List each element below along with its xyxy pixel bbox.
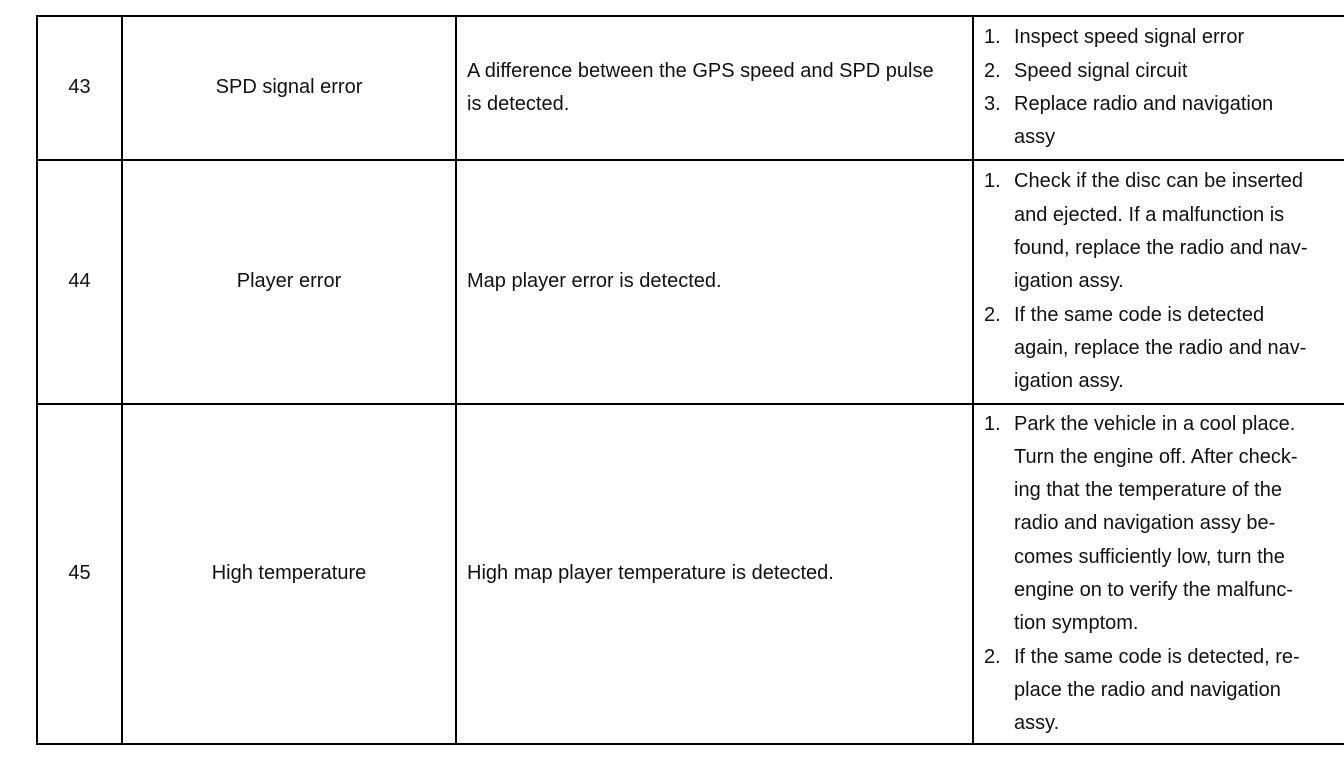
table-row [37, 160, 1344, 404]
list-item: 1. Inspect speed signal error [984, 26, 1245, 49]
trouble-area-list [984, 408, 1344, 741]
dtc-table [36, 15, 1344, 745]
table-row [37, 16, 1344, 160]
trouble-area-list [984, 21, 1344, 154]
list-item: 2. Speed signal circuit [984, 59, 1188, 82]
list-item: 1. Park the vehicle in a cool place. Turn the engine off. After check- ing that the temperature of the radio and navigation assy be- comes sufficiently low, turn the engine on to verify the malfunc- tion symptom. [984, 412, 1298, 635]
trouble-area-cell [973, 16, 1344, 160]
trouble-area-cell [973, 404, 1344, 744]
detection-condition-cell [456, 16, 973, 160]
dtc-code-cell: 44 [37, 160, 122, 404]
trouble-area-cell [973, 160, 1344, 404]
list-item: 1. Check if the disc can be inserted and ejected. If a malfunction is found, replace the radio and nav- igation assy. [984, 170, 1308, 293]
detection-item-cell: High temperature [122, 404, 456, 744]
detection-condition-cell [456, 404, 973, 744]
list-item: 3. Replace radio and navigation assy [984, 93, 1274, 149]
detection-condition-cell [456, 160, 973, 404]
detection-item-cell: SPD signal error [122, 16, 456, 160]
dtc-code-cell: 43 [37, 16, 122, 160]
list-item: 2. If the same code is detected again, replace the radio and nav- igation assy. [984, 303, 1307, 393]
table-row [37, 404, 1344, 744]
detection-condition-text: A difference between the GPS speed and SPD pulse is detected. [467, 59, 934, 115]
list-item: 2. If the same code is detected, re- place the radio and navigation assy. [984, 645, 1300, 735]
detection-item-cell: Player error [122, 160, 456, 404]
trouble-area-list [984, 165, 1344, 398]
detection-condition-text: Map player error is detected. [467, 270, 722, 293]
detection-condition-text: High map player temperature is detected. [467, 562, 834, 585]
dtc-code-cell: 45 [37, 404, 122, 744]
